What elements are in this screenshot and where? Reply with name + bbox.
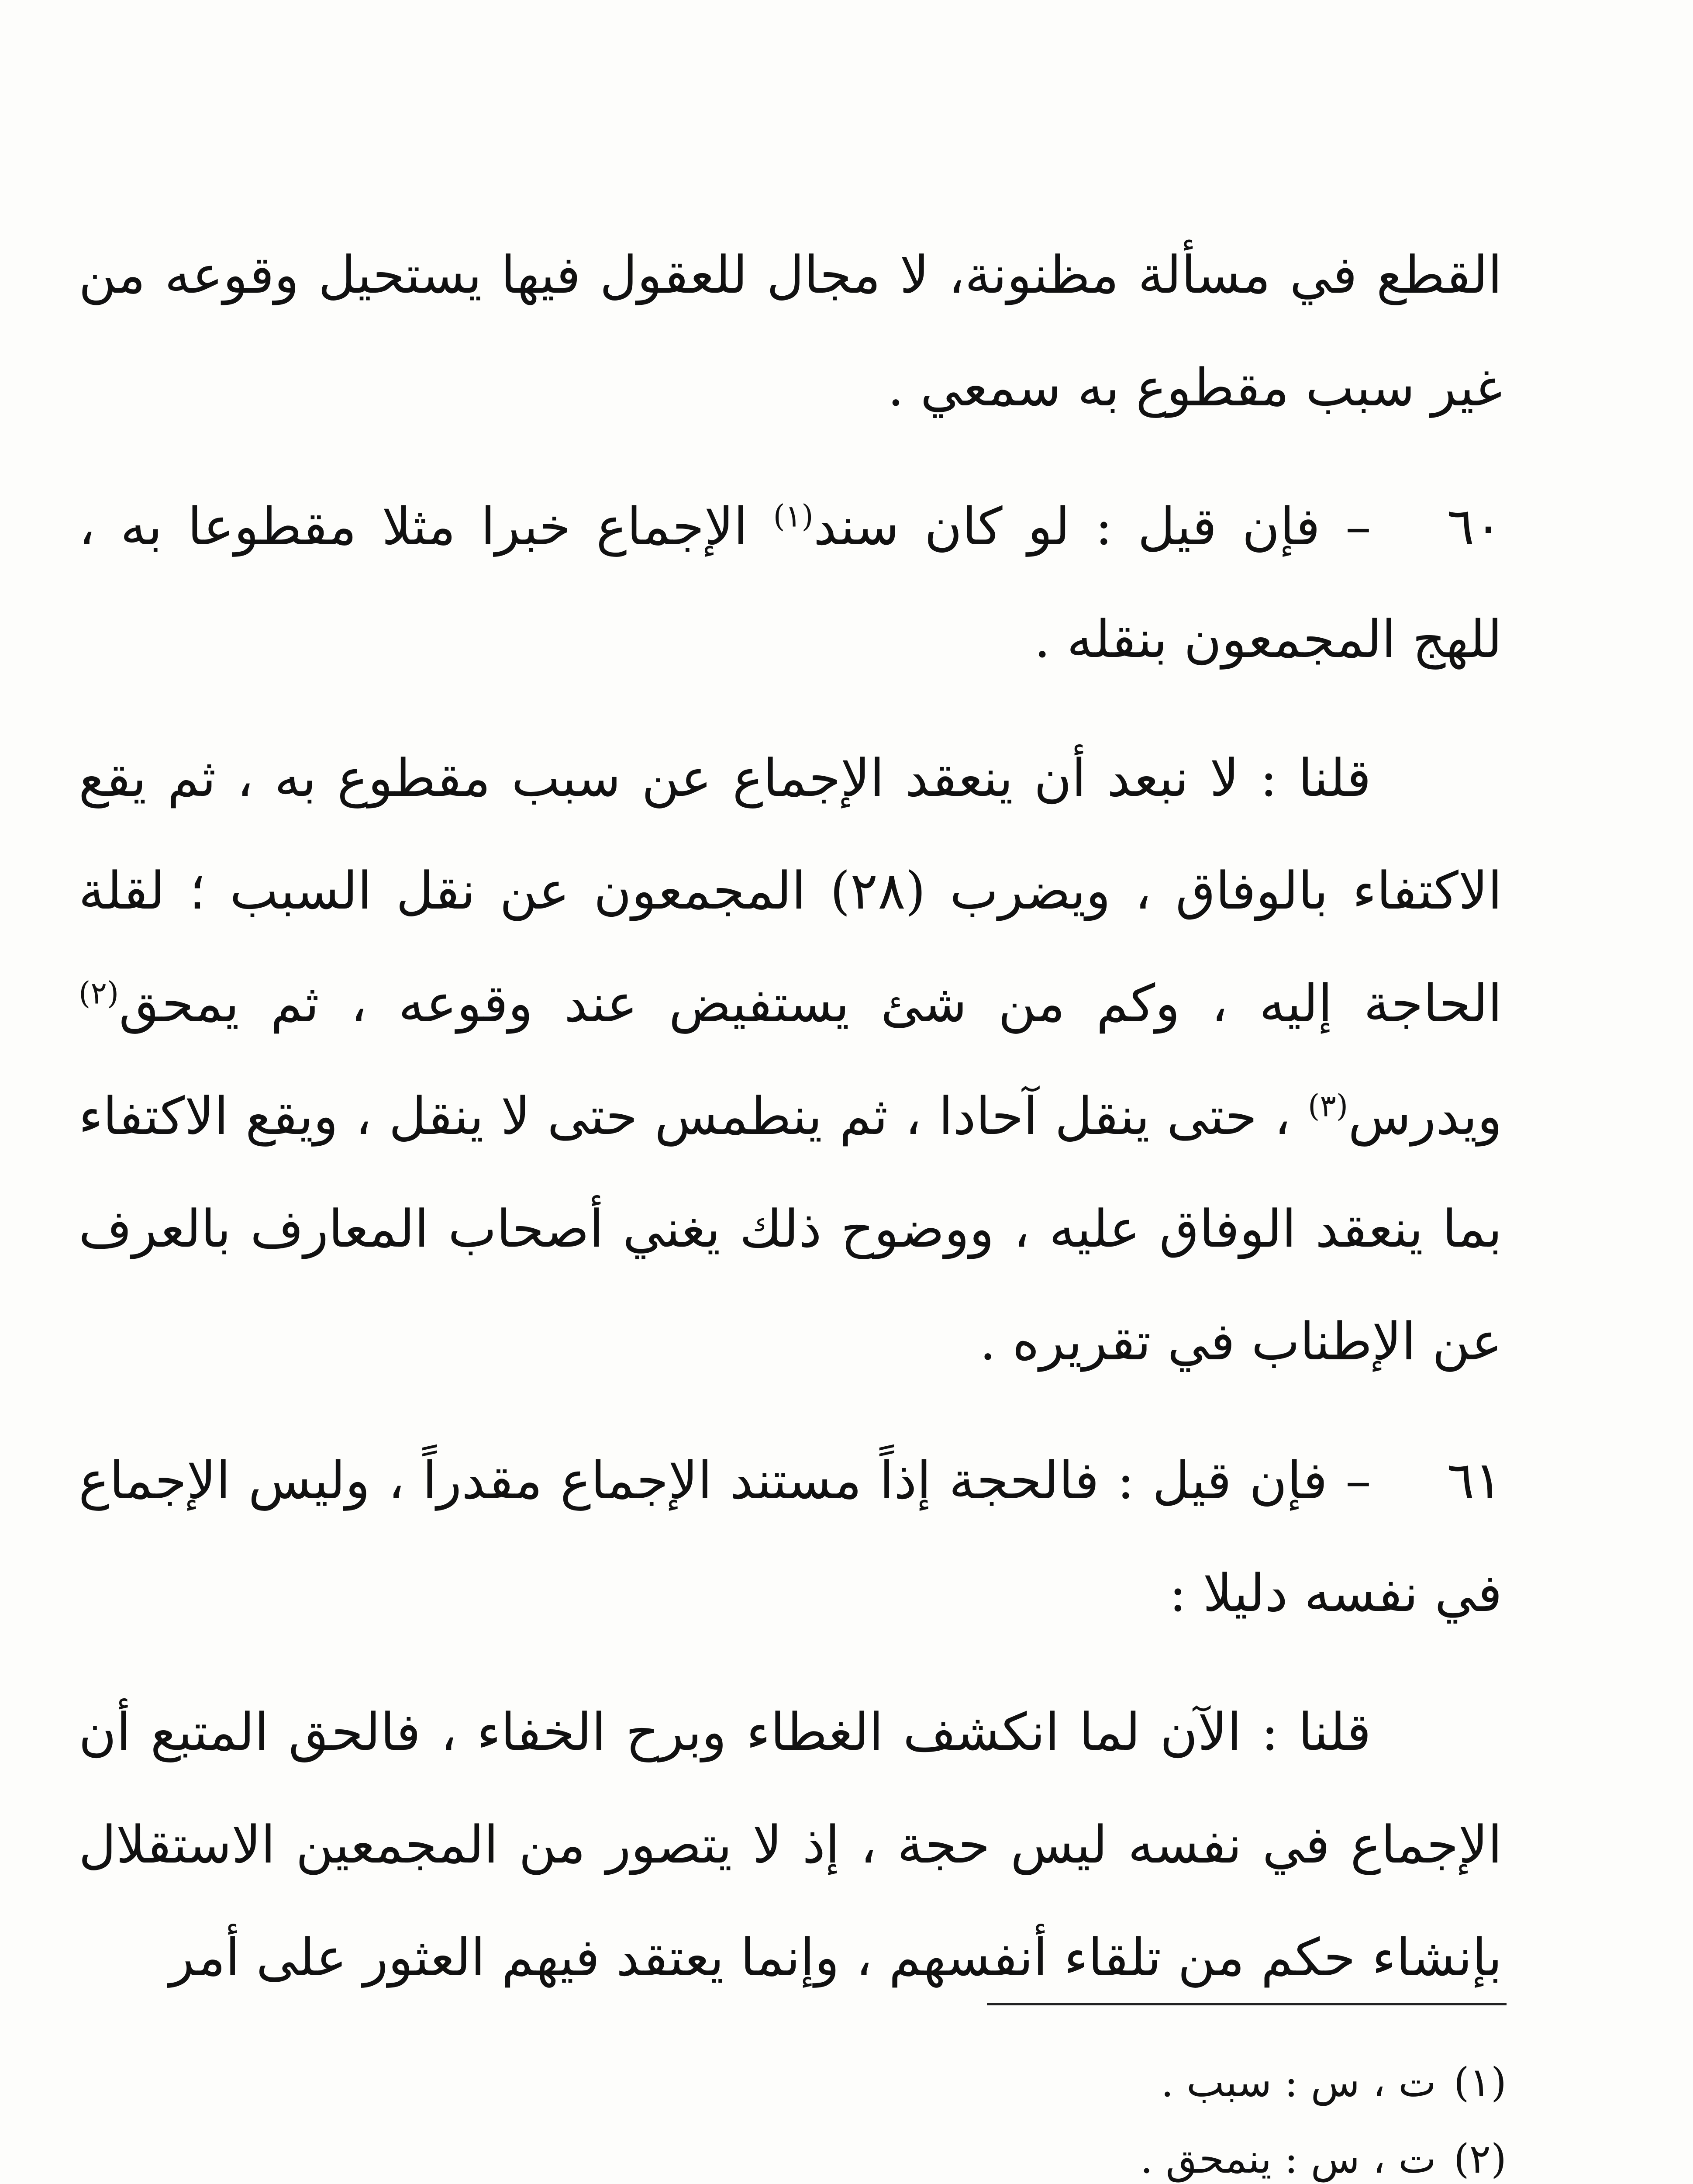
footnote-divider bbox=[987, 2003, 1507, 2005]
paragraph-text: ويدرس bbox=[1348, 1086, 1502, 1146]
footnote-reference: (٣) bbox=[1307, 1088, 1348, 1124]
footnote-text: ت ، س : ينمحق . bbox=[1140, 2136, 1436, 2182]
footnote-reference: (٢) bbox=[79, 975, 119, 1011]
paragraph-text: قلنا : لا نبعد أن ينعقد الإجماع عن سبب مقطوع به ، ثم يقع الاكتفاء بالوفاق ، ويضرب (٢٨) المجمعون عن نقل السبب ؛ لقلة الحاجة إليه ، وكم من شئ يستفيض عند وقوعه ، ثم يمحق bbox=[79, 748, 1502, 1033]
paragraph-text: ، حتى ينقل آحادا ، ثم ينطمس حتى لا ينقل ، ويقع الاكتفاء بما ينعقد الوفاق عليه ، ووضوح ذلك يغني أصحاب المعارف بالعرف عن الإطناب في تقريره . bbox=[79, 1086, 1502, 1372]
paragraph bbox=[79, 722, 1502, 1398]
footnote-number: (٢) bbox=[1453, 2136, 1507, 2182]
footnote bbox=[786, 2044, 1507, 2121]
paragraph-number: ٦٠ bbox=[1447, 496, 1502, 556]
paragraph-text: الإجماع خبرا مثلا مقطوعا به ، للهج المجمعون بنقله . bbox=[79, 496, 1502, 669]
paragraph-number: ٦١ bbox=[1447, 1450, 1502, 1510]
paragraph bbox=[79, 470, 1502, 695]
footnote-number: (١) bbox=[1453, 2059, 1507, 2106]
paragraph-text: – فإن قيل : لو كان سند bbox=[813, 496, 1371, 556]
paragraph bbox=[79, 1424, 1502, 1649]
paragraph-text: القطع في مسألة مظنونة، لا مجال للعقول فيها يستحيل وقوعه من غير سبب مقطوع به سمعي . bbox=[79, 245, 1502, 418]
footnote-reference: (١) bbox=[773, 498, 814, 534]
paragraph bbox=[79, 1676, 1502, 2014]
footnote bbox=[786, 2121, 1507, 2184]
paragraph-text: قلنا : الآن لما انكشف الغطاء وبرح الخفاء ، فالحق المتبع أن الإجماع في نفسه ليس حجة ، إذ لا يتصور من المجمعين الاستقلال بإنشاء حكم من تلقاء أنفسهم ، وإنما يعتقد فيهم العثور على أمر bbox=[79, 1702, 1502, 1987]
footnotes bbox=[786, 2044, 1507, 2184]
paragraph-text: – فإن قيل : فالحجة إذاً مستند الإجماع مقدراً ، وليس الإجماع في نفسه دليلا : bbox=[79, 1450, 1502, 1623]
footnote-text: ت ، س : سبب . bbox=[1161, 2059, 1436, 2106]
paragraph bbox=[79, 218, 1502, 444]
main-text bbox=[79, 218, 1502, 2040]
